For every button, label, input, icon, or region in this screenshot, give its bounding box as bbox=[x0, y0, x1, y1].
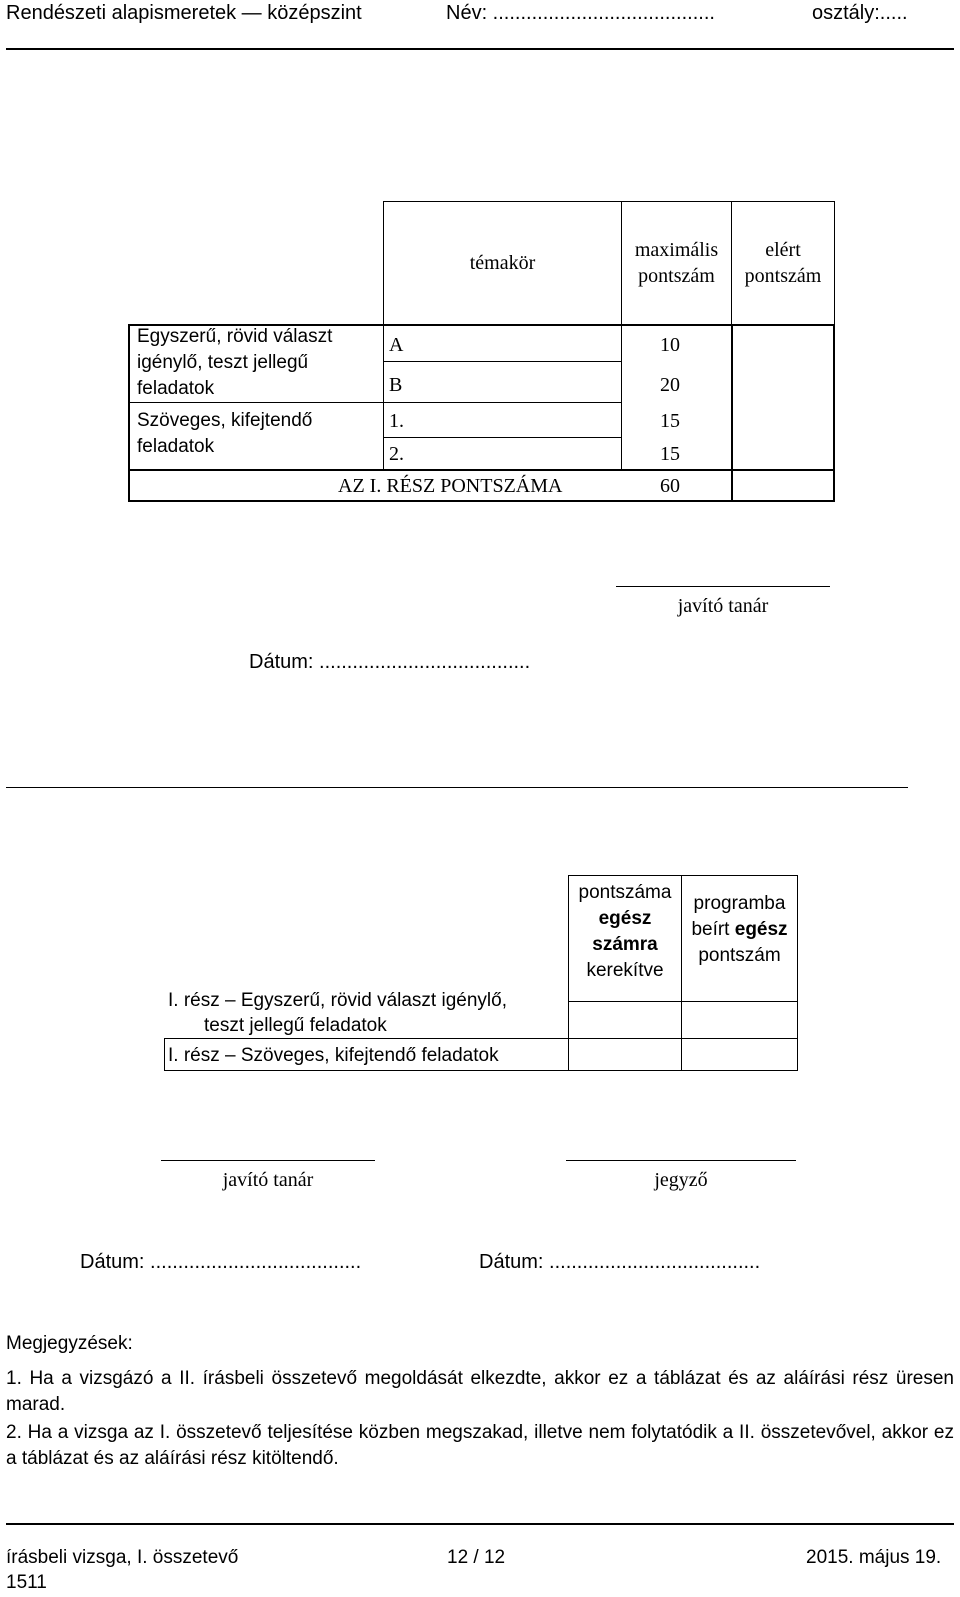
col-program-word: beírt bbox=[691, 919, 730, 940]
task-1-max: 15 bbox=[660, 410, 680, 432]
date-field-left: Dátum: ...................................... bbox=[80, 1251, 362, 1273]
task-a-max: 10 bbox=[660, 334, 680, 356]
task-1-label: 1. bbox=[389, 410, 404, 432]
signature-line bbox=[616, 586, 830, 587]
total-max: 60 bbox=[660, 475, 680, 497]
signature-role: javító tanár bbox=[677, 595, 769, 617]
col-rounded-line: pontszáma bbox=[578, 882, 672, 903]
signature-line bbox=[566, 1160, 796, 1161]
class-field-label: osztály:..... bbox=[812, 2, 908, 24]
col-program-word: egész bbox=[734, 919, 788, 940]
notes-title: Megjegyzések: bbox=[6, 1333, 133, 1354]
task-2-max: 15 bbox=[660, 443, 680, 465]
divider bbox=[568, 1038, 798, 1039]
divider bbox=[383, 324, 384, 469]
footer-page-number: 12 / 12 bbox=[447, 1547, 506, 1568]
col-max-label: maximális pontszám bbox=[634, 239, 719, 287]
signature-role-notary: jegyző bbox=[654, 1169, 708, 1191]
col-program-line: pontszám bbox=[698, 945, 781, 966]
footer-code: 1511 bbox=[6, 1572, 47, 1593]
section-divider bbox=[6, 787, 908, 788]
signature-role-teacher: javító tanár bbox=[222, 1169, 314, 1191]
col-program-line: programba bbox=[693, 893, 786, 914]
divider bbox=[164, 1070, 568, 1071]
divider bbox=[383, 437, 621, 438]
divider bbox=[621, 324, 622, 469]
divider bbox=[164, 1038, 568, 1039]
divider bbox=[731, 324, 733, 502]
col-rounded-line: kerekítve bbox=[586, 960, 664, 981]
row1-label-line1: I. rész – Egyszerű, rövid választ igénylő, bbox=[168, 990, 507, 1011]
task-2-label: 2. bbox=[389, 443, 404, 465]
total-label: AZ I. RÉSZ PONTSZÁMA bbox=[338, 475, 563, 497]
col-earned-label: elért pontszám bbox=[744, 239, 822, 287]
program-score-cell bbox=[681, 1001, 798, 1071]
name-field-label: Név: ........................................ bbox=[446, 2, 715, 24]
date-field-right: Dátum: ...................................... bbox=[479, 1251, 761, 1273]
row1-label-line2: teszt jellegű feladatok bbox=[204, 1015, 387, 1036]
group1-label: Egyszerű, rövid választ igénylő, teszt jellegű feladatok bbox=[137, 326, 333, 399]
page-header-title: Rendészeti alapismeretek — középszint bbox=[6, 2, 362, 24]
row2-label: I. rész – Szöveges, kifejtendő feladatok bbox=[168, 1045, 499, 1066]
signature-line bbox=[161, 1160, 375, 1161]
divider bbox=[128, 402, 621, 403]
divider bbox=[164, 1038, 165, 1071]
header-rule bbox=[6, 48, 954, 50]
col-rounded-label bbox=[568, 880, 682, 984]
footer-exam-label: írásbeli vizsga, I. összetevő bbox=[6, 1547, 239, 1568]
footer-date: 2015. május 19. bbox=[806, 1547, 942, 1568]
divider bbox=[128, 469, 835, 471]
col-topic-label: témakör bbox=[469, 252, 536, 274]
task-b-label: B bbox=[389, 374, 403, 396]
col-program-line bbox=[681, 917, 798, 943]
note-item-2: 2. Ha a vizsga az I. összetevő teljesítése közben megszakad, illetve nem folytatódik a II. összetevővel, akkor ez a táblázat és az aláírási rész kitöltendő. bbox=[6, 1422, 954, 1469]
footer-rule bbox=[6, 1523, 954, 1525]
col-rounded-line: egész bbox=[598, 908, 652, 929]
date-field: Dátum: ...................................... bbox=[249, 651, 531, 673]
col-program-label bbox=[681, 891, 798, 969]
task-b-max: 20 bbox=[660, 374, 680, 396]
col-rounded-line: számra bbox=[592, 934, 658, 955]
note-item-1: 1. Ha a vizsgázó a II. írásbeli összetevő megoldását elkezdte, akkor ez a táblázat és az aláírási rész üresen marad. bbox=[6, 1368, 954, 1415]
divider bbox=[383, 361, 621, 362]
group2-label: Szöveges, kifejtendő feladatok bbox=[137, 410, 313, 457]
task-a-label: A bbox=[389, 334, 404, 356]
rounded-score-cell bbox=[568, 1001, 682, 1071]
